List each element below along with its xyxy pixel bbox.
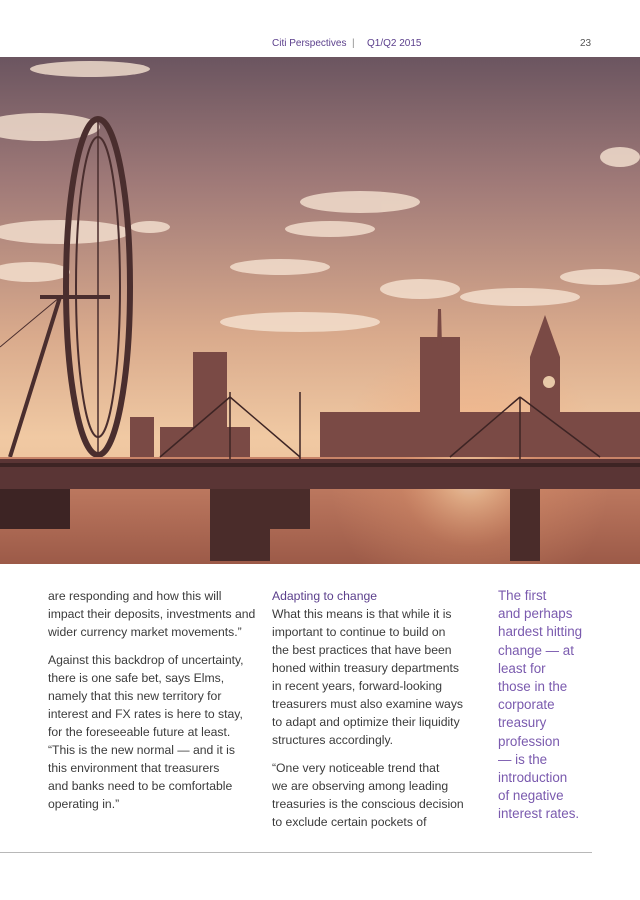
column-two-paragraph-2: “One very noticeable trend that we are observing among leading treasuries is the conscious decision to exclude certain pockets of — [272, 761, 464, 829]
header-separator: | — [352, 38, 355, 49]
footer-divider — [0, 852, 592, 853]
column-two-paragraph-1: What this means is that while it is important to continue to build on the best practices that have been honed within treasury departments in recent years, forward-looking treasurers must also examine ways to adapt and optimize their liquidity structures accordingly. — [272, 607, 464, 747]
column-one-paragraph-2: Against this backdrop of uncertainty, there is one safe bet, says Elms, namely that this new territory for interest and FX rates is here to stay, for the foreseeable future at least. “This is the new normal — and it is this environment that treasurers and banks need to be comfortable operating in.” — [48, 653, 244, 811]
publication-title: Citi Perspectives — [272, 38, 347, 49]
section-subhead: Adapting to change — [272, 589, 378, 603]
page-header — [0, 38, 640, 52]
column-one — [48, 587, 260, 823]
column-one-paragraph-1: are responding and how this will impact their deposits, investments and wider currency market movements.” — [48, 589, 256, 639]
london-skyline-illustration — [0, 57, 640, 564]
column-two — [272, 587, 484, 841]
page-number: 23 — [580, 38, 592, 49]
issue-label: Q1/Q2 2015 — [367, 38, 422, 49]
clock-face — [543, 376, 555, 388]
hero-image — [0, 57, 640, 564]
pull-quote: The first and perhaps hardest hitting change — at least for those in the corporate treasury profession — is the introduction of negative interest rates. — [498, 588, 583, 822]
